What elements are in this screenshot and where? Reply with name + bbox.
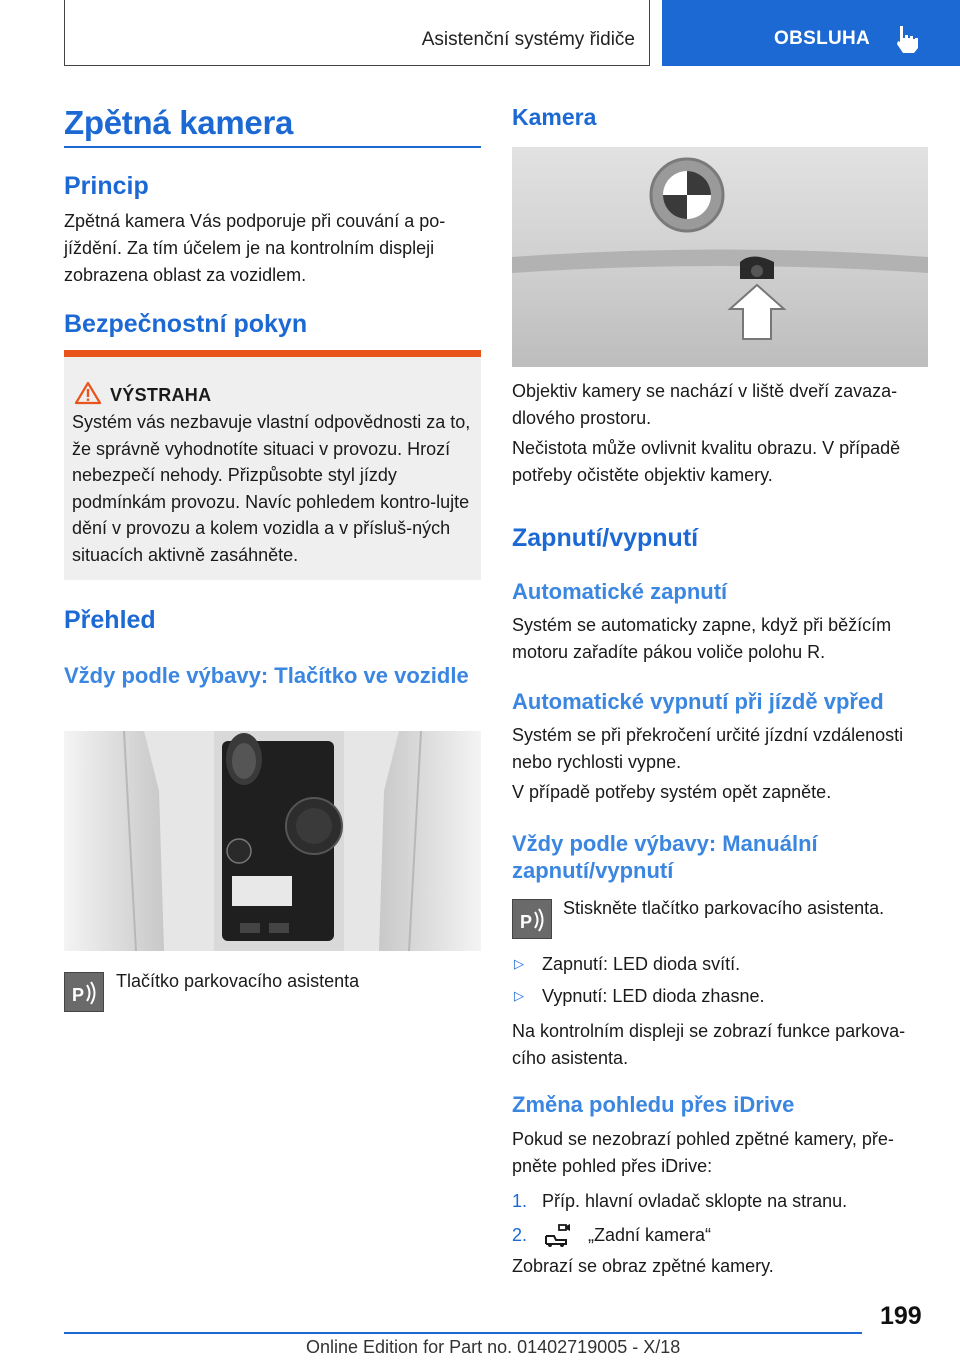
step-2: 2. [512, 1225, 528, 1245]
idrive-result: Zobrazí se obraz zpětné kamery. [512, 1256, 774, 1276]
auto-off-text: Systém se při překročení určité jízdní vzdálenosti nebo rychlosti vypne. [512, 725, 904, 772]
header-section-box [64, 0, 650, 66]
auto-off-heading: Automatické vypnutí při jízdě vpřed [512, 689, 884, 714]
center-console-illustration [64, 731, 481, 951]
park-assist-button-icon-2 [512, 899, 552, 939]
list-item: ▷ Zapnutí: LED dioda svítí. [512, 948, 928, 980]
warning-box [64, 350, 481, 580]
svg-text:P: P [72, 985, 85, 1005]
onoff-bullet-list [512, 948, 928, 1012]
idrive-text: Pokud se nezobrazí pohled zpětné kamery, pře-pněte pohled přes iDrive: [512, 1129, 894, 1176]
rear-camera-illustration [512, 147, 928, 367]
rear-camera-icon [542, 1222, 572, 1248]
auto-on-heading: Automatické zapnutí [512, 579, 728, 604]
step-1-text: Příp. hlavní ovladač sklopte na stranu. [542, 1191, 848, 1211]
title-rule [64, 146, 481, 148]
page-title: Zpětná kamera [64, 104, 294, 141]
camera-photo [512, 147, 928, 367]
manual-text: Stiskněte tlačítko parkovacího asistenta. [563, 898, 885, 918]
overview-subheading: Vždy podle výbavy: Tlačítko ve vozidle [64, 663, 469, 688]
display-text: Na kontrolním displeji se zobrazí funkce parkova-cího asistenta. [512, 1021, 906, 1068]
list-item: ▷ Vypnutí: LED dioda zhasne. [512, 980, 928, 1012]
header-section-title: Asistenční systémy řidiče [421, 29, 635, 50]
onoff-heading: Zapnutí/vypnutí [512, 524, 699, 552]
warning-triangle-icon [74, 381, 102, 405]
footer-rule [64, 1332, 862, 1334]
princip-heading: Princip [64, 172, 149, 200]
camera-text-2: Nečistota může ovlivnit kvalitu obrazu. V případě potřeby očistěte objektiv kamery. [512, 438, 901, 485]
auto-off-text-2: V případě potřeby systém opět zapněte. [512, 782, 832, 802]
header-chapter-tab [662, 0, 960, 66]
console-photo [64, 731, 481, 951]
camera-heading: Kamera [512, 104, 597, 130]
header-chapter-title: OBSLUHA [774, 28, 871, 49]
footer-edition: Online Edition for Part no. 01402719005 - X/18 [306, 1337, 681, 1357]
camera-text-1: Objektiv kamery se nachází v liště dveří zavaza-dlového prostoru. [512, 381, 898, 428]
warning-title: VÝSTRAHA [110, 385, 212, 405]
svg-text:P: P [520, 912, 533, 932]
idrive-heading: Změna pohledu přes iDrive [512, 1092, 795, 1117]
princip-text: Zpětná kamera Vás podporuje při couvání a po-jíždění. Za tím účelem je na kontrolním displeji zobrazena oblast za vozidlem. [64, 211, 446, 285]
pointing-hand-icon [894, 24, 922, 54]
auto-on-text: Systém se automaticky zapne, když při běžícím motoru zařadíte pákou voliče polohu R. [512, 615, 892, 662]
triangle-bullet-icon: ▷ [514, 988, 524, 1003]
warning-text: Systém vás nezbavuje vlastní odpovědnosti za to, že správně vyhodnotíte situaci v provozu. Hrozí nebezpečí nehody. Přizpůsobte styl jízdy podmínkám provozu. Navíc pohledem kontro-lujte dění v provozu a kolem vozidla a v přísluš-ných situacích aktivně zasáhněte. [72, 412, 471, 565]
triangle-bullet-icon: ▷ [514, 956, 524, 971]
page-number: 199 [880, 1302, 922, 1330]
step-2-text: „Zadní kamera“ [588, 1225, 712, 1245]
step-1: 1. [512, 1191, 528, 1211]
manual-heading: Vždy podle výbavy: Manuální zapnutí/vypnutí [512, 831, 818, 883]
park-assist-caption: Tlačítko parkovacího asistenta [116, 971, 360, 991]
park-assist-button-icon [64, 972, 104, 1012]
overview-heading: Přehled [64, 606, 156, 634]
safety-heading: Bezpečnostní pokyn [64, 310, 308, 338]
